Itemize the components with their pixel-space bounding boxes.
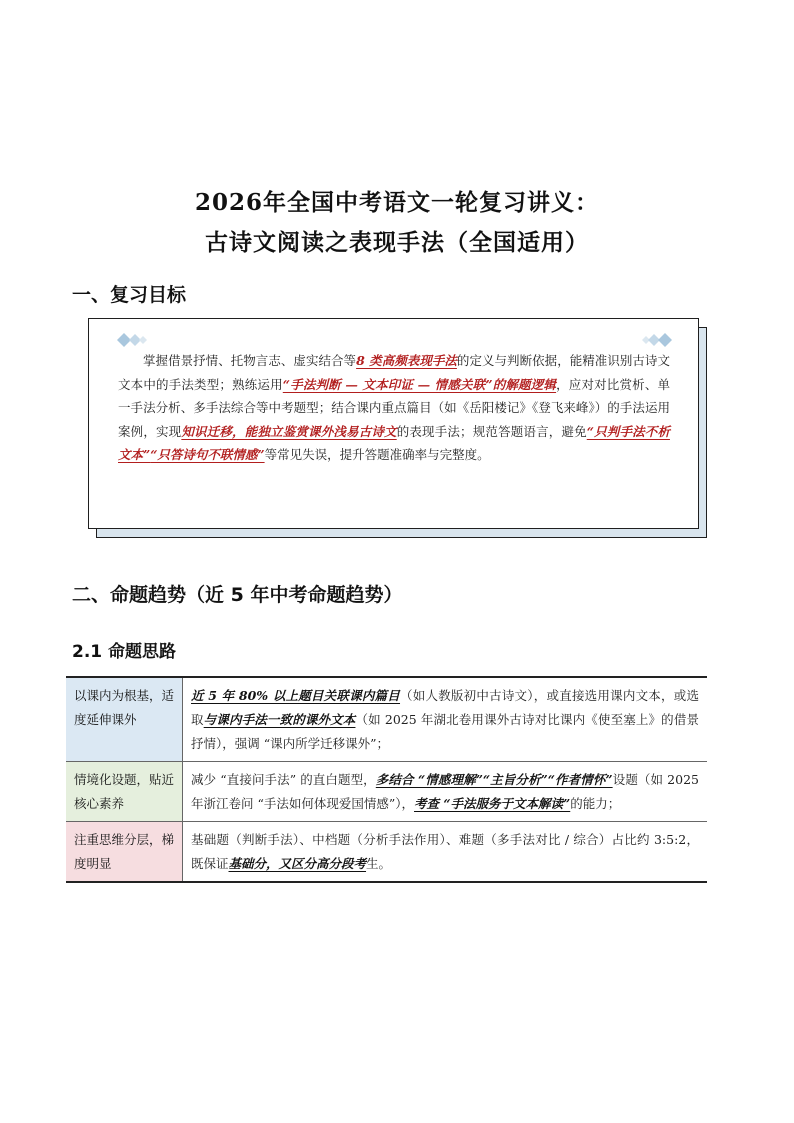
goal-text-part: 的定义与判断依据，能精准识别古诗文文本中的手法类型；熟练运用	[118, 353, 670, 392]
goal-text-part: 掌握借景抒情、托物言志、虚实结合等	[143, 353, 357, 368]
row-label: 情境化设题，贴近核心素养	[66, 762, 183, 822]
row-label: 注重思维分层，梯度明显	[66, 822, 183, 883]
row-text: 生。	[366, 856, 392, 871]
trend-table	[66, 676, 707, 883]
table-row	[66, 677, 707, 762]
section2-subheading: 2.1 命题思路	[72, 642, 177, 662]
goal-highlight: “只答诗句不联情感”	[150, 447, 265, 462]
diamond-ornament-icon	[642, 333, 672, 347]
row-content	[183, 677, 708, 762]
goal-highlight: 8 类高频表现手法	[356, 353, 457, 368]
doc-title-line1: 2026年全国中考语文一轮复习讲义：	[194, 189, 599, 216]
row-emphasis: 近 5 年 80% 以上题目关联课内篇目	[191, 688, 401, 703]
goal-text-part: 的表现手法；规范答题语言，避免	[396, 423, 587, 439]
table-row	[66, 822, 707, 883]
row-content	[183, 822, 708, 883]
row-emphasis: 考查 “手法服务于文本解读”	[414, 796, 571, 811]
goal-highlight: “手法判断 — 文本印证 — 情感关联”的解题逻辑	[282, 376, 557, 392]
row-text: 减少 “直接问手法” 的直白题型，	[191, 772, 376, 787]
goal-text-part: ，应对对比赏析、单一手法分析、多手法综合等中考题型；结合课内重点篇目（如《岳阳楼记》《登飞来峰》）的手法运用案例，实现	[118, 376, 670, 439]
row-text: （如 2025 年湖北卷用课外古诗对比课内《使至塞上》的借景抒情），强调 “课内所学迁移课外”；	[191, 712, 699, 751]
row-text: （如人教版初中古诗文），或直接选用课内文本，或选取	[191, 688, 699, 727]
row-emphasis: 与课内手法一致的课外文本	[203, 712, 356, 727]
row-text: 的能力；	[570, 796, 621, 811]
goal-text-part: 等常见失误，提升答题准确率与完整度。	[264, 447, 490, 462]
row-text: 设题（如 2025 年浙江卷问 “手法如何体现爱国情感”），	[191, 772, 699, 811]
table-row	[66, 762, 707, 822]
goal-box	[88, 318, 699, 529]
section1-heading: 一、复习目标	[72, 284, 187, 306]
row-content	[183, 762, 708, 822]
section2-heading: 二、命题趋势（近 5 年中考命题趋势）	[72, 584, 403, 606]
row-text: 基础题（判断手法）、中档题（分析手法作用）、难题（多手法对比 / 综合）占比约 3:5:2，既保证	[191, 832, 699, 871]
goal-highlight: “只判手法不析文本”	[118, 423, 670, 462]
goal-highlight: 知识迁移，能独立鉴赏课外浅易古诗文	[181, 423, 397, 439]
goal-paragraph	[118, 349, 670, 467]
doc-title-line2: 古诗文阅读之表现手法（全国适用）	[205, 229, 589, 256]
row-label: 以课内为根基，适度延伸课外	[66, 677, 183, 762]
diamond-ornament-icon	[117, 333, 147, 347]
row-emphasis: 多结合 “情感理解”“主旨分析”“作者情怀”	[375, 772, 613, 787]
row-emphasis: 基础分，又区分高分段考	[228, 856, 367, 871]
